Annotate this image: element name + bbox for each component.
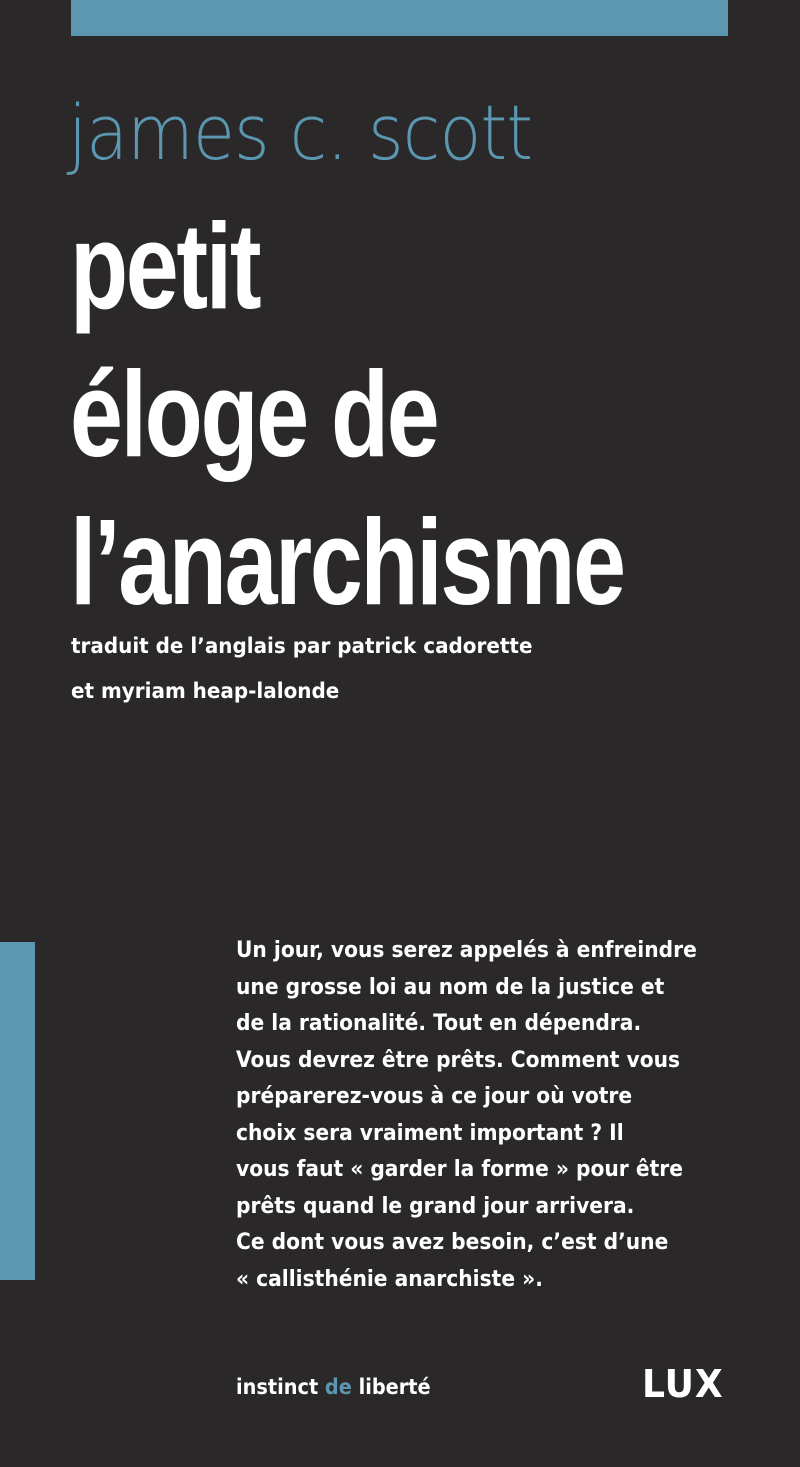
author-name: james c. scott bbox=[68, 88, 533, 177]
book-title bbox=[70, 192, 624, 636]
title-line: éloge de bbox=[70, 346, 438, 482]
blurb-line: Vous devrez être prêts. Comment vous bbox=[236, 1047, 681, 1073]
blurb-line: choix sera vraiment important ? Il bbox=[236, 1120, 624, 1146]
blurb-line: prêts quand le grand jour arrivera. bbox=[236, 1193, 635, 1219]
title-line: petit bbox=[70, 198, 260, 334]
top-accent-bar bbox=[71, 0, 728, 36]
collection-part: instinct bbox=[236, 1375, 325, 1399]
side-accent-bar bbox=[0, 942, 35, 1280]
title-line: l’anarchisme bbox=[70, 494, 624, 630]
translators-credit bbox=[71, 624, 532, 714]
blurb-line: une grosse loi au nom de la justice et bbox=[236, 974, 665, 1000]
blurb-line: préparerez-vous à ce jour où votre bbox=[236, 1084, 633, 1109]
blurb-line: « callisthénie anarchiste ». bbox=[236, 1266, 543, 1292]
blurb-line: Un jour, vous serez appelés à enfreindre bbox=[236, 938, 697, 963]
collection-name bbox=[236, 1372, 431, 1402]
translators-line: et myriam heap-lalonde bbox=[71, 679, 340, 703]
blurb-line: de la rationalité. Tout en dépendra. bbox=[236, 1011, 642, 1036]
publisher-logo: LUX bbox=[642, 1362, 724, 1406]
collection-accent-word: de bbox=[324, 1375, 352, 1399]
blurb-line: vous faut « garder la forme » pour être bbox=[236, 1157, 683, 1182]
blurb-line: Ce dont vous avez besoin, c’est d’une bbox=[236, 1230, 669, 1255]
blurb-text bbox=[236, 933, 714, 1298]
translators-line: traduit de l’anglais par patrick cadorette bbox=[71, 634, 533, 658]
collection-part: liberté bbox=[351, 1375, 431, 1399]
